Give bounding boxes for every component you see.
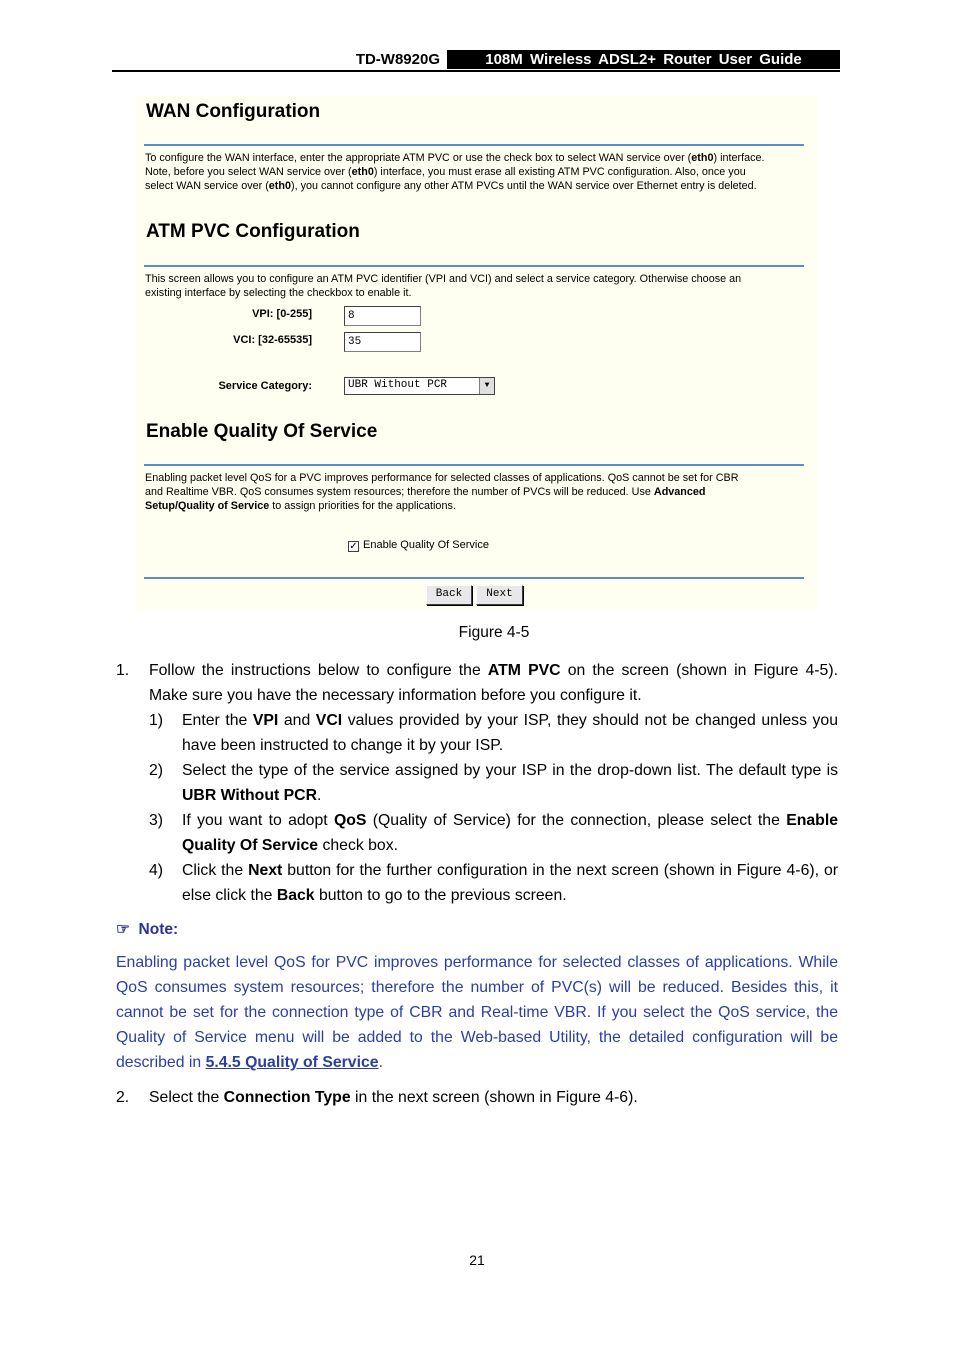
service-category-select[interactable] <box>344 377 495 395</box>
atm-rule <box>144 265 804 267</box>
step-2-number: 2. <box>116 1089 130 1106</box>
service-category-value: UBR Without PCR <box>348 379 448 391</box>
figure-caption: Figure 4-5 <box>458 624 530 641</box>
service-category-label: Service Category: <box>218 380 312 392</box>
vpi-input[interactable]: 8 <box>344 306 421 326</box>
header-rule <box>112 70 840 72</box>
wan-description: To configure the WAN interface, enter the appropriate ATM PVC or use the check box to select WAN service over (eth0) interface. Note, before you select WAN service over (eth0) interface, you must erase all existing ATM PVC configuration. Also, once you select WAN service over (eth0), you cannot configure any other ATM PVCs until the WAN service over Ethernet entry is deleted. <box>145 152 765 192</box>
note-text: Enabling packet level QoS for PVC improves performance for selected classes of applications. While QoS consumes system resources; therefore the number of PVC(s) will be reduced. Besides this, it cannot be set for the connection type of CBR and Real-time VBR. If you select the QoS service, the Quality of Service menu will be added to the Web-based Utility, the detailed configuration will be described in 5.4.5 Quality of Service. <box>116 954 838 1071</box>
item-2-number: 2) <box>149 762 164 779</box>
step-1-number: 1. <box>116 662 130 679</box>
header-model: TD-W8920G <box>355 51 440 68</box>
step-2-text: Select the Connection Type in the next screen (shown in Figure 4-6). <box>149 1089 638 1106</box>
item-2-text: Select the type of the service assigned by your ISP in the drop-down list. The default type is UBR Without PCR. <box>182 762 838 804</box>
item-4-number: 4) <box>149 862 164 879</box>
atm-description: This screen allows you to configure an ATM PVC identifier (VPI and VCI) and select a service category. Otherwise choose an existing interface by selecting the checkbox to enable it. <box>145 273 742 299</box>
item-1-text: Enter the VPI and VCI values provided by your ISP, they should not be changed unless you have been instructed to change it by your ISP. <box>182 712 839 754</box>
chevron-down-icon[interactable]: ▼ <box>479 378 494 394</box>
quality-of-service-link[interactable]: 5.4.5 Quality of Service <box>205 1054 379 1071</box>
vci-label: VCI: [32-65535] <box>233 334 312 346</box>
item-1-number: 1) <box>149 712 164 729</box>
step-1-text: Follow the instructions below to configure the ATM PVC on the screen (shown in Figure 4-5). Make sure you have the necessary information before you configure it. <box>149 662 838 704</box>
next-button[interactable]: Next <box>476 585 523 605</box>
bottom-rule <box>144 577 804 579</box>
back-button[interactable]: Back <box>426 585 472 605</box>
header-title: 108M Wireless ADSL2+ Router User Guide <box>447 50 840 69</box>
item-4-text: Click the Next button for the further configuration in the next screen (shown in Figure 4-6), or else click the Back button to go to the previous screen. <box>182 862 838 904</box>
qos-rule <box>144 464 804 466</box>
note-label: Note: <box>138 921 179 938</box>
atm-pvc-configuration-title: ATM PVC Configuration <box>146 221 360 242</box>
note-header <box>116 920 178 939</box>
page-number: 21 <box>469 1252 485 1268</box>
wan-rule <box>144 144 804 146</box>
pointing-hand-icon: ☞ <box>116 921 130 938</box>
enable-qos-checkbox[interactable] <box>348 541 359 552</box>
item-3-text: If you want to adopt QoS (Quality of Service) for the connection, please select the Enable Quality Of Service check box. <box>182 812 838 854</box>
wan-configuration-title: WAN Configuration <box>146 101 321 122</box>
enable-qos-checkbox-label: Enable Quality Of Service <box>363 539 489 551</box>
qos-description: Enabling packet level QoS for a PVC improves performance for selected classes of applications. QoS cannot be set for CBR and Realtime VBR. QoS consumes system resources; therefore the number of PVCs will be reduced. Use Advanced Setup/Quality of Service to assign priorities for the applications. <box>145 472 739 512</box>
enable-qos-title: Enable Quality Of Service <box>146 421 378 442</box>
wan-config-screenshot <box>136 96 818 610</box>
vci-input[interactable]: 35 <box>344 332 421 352</box>
checkmark-icon: ✓ <box>349 541 358 552</box>
vpi-label: VPI: [0-255] <box>252 308 312 320</box>
item-3-number: 3) <box>149 812 164 829</box>
